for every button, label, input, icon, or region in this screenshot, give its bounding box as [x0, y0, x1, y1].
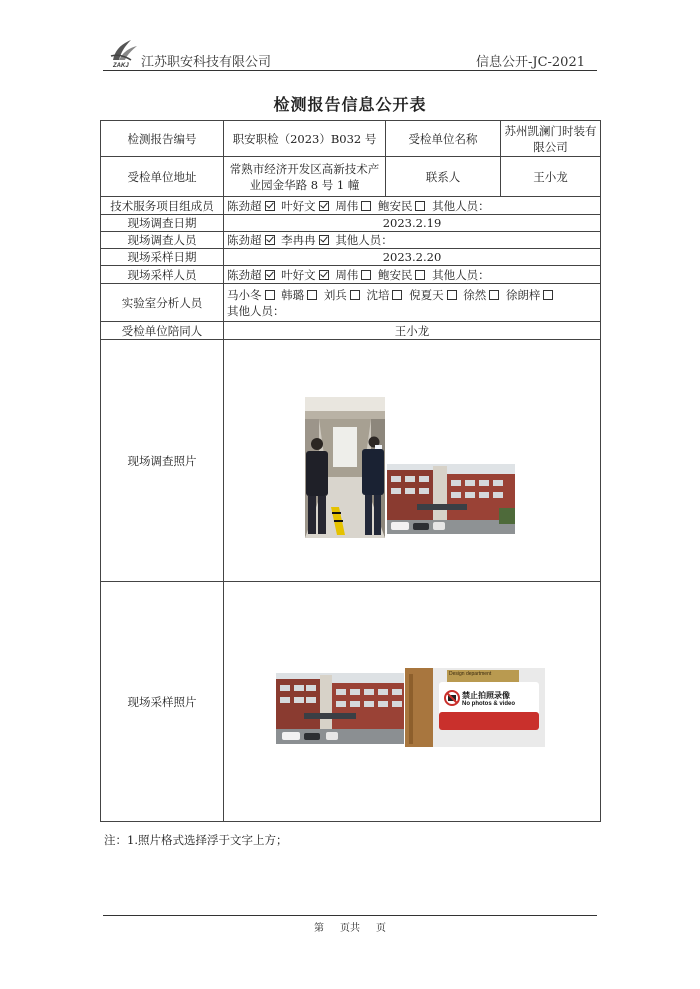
person-name: 徐然: [463, 287, 487, 302]
page-footer: [0, 919, 700, 934]
checkbox[interactable]: [319, 270, 329, 280]
sign-chinese-text: 禁止拍照录像: [462, 691, 510, 700]
person-name: 沈培: [366, 287, 390, 302]
checkbox[interactable]: [265, 290, 275, 300]
other-staff-label: 其他人员：: [227, 303, 285, 318]
survey-date-label: 现场调查日期: [101, 215, 224, 232]
company-logo-icon: [107, 34, 141, 68]
page-title: 检测报告信息公开表: [273, 95, 427, 114]
checkbox[interactable]: [415, 270, 425, 280]
checkbox[interactable]: [265, 270, 275, 280]
person-name: 陈劲超: [227, 233, 262, 247]
person-name: 叶好文: [281, 267, 316, 282]
sample-date-value: 2023.2.20: [224, 249, 601, 266]
sign-english-text: No photos & video: [462, 701, 515, 707]
person-name: 刘兵: [323, 287, 347, 302]
sample-date-label: 现场采样日期: [101, 249, 224, 266]
checkbox[interactable]: [489, 290, 499, 300]
document-code: 信息公开-JC-2021: [475, 55, 585, 70]
report-no-value: 职安职检（2023）B032 号: [224, 121, 386, 157]
checkbox[interactable]: [265, 201, 275, 211]
footer-total-label: 页共: [340, 923, 360, 934]
page-header: [103, 34, 597, 71]
survey-photo-building: [387, 464, 515, 534]
unit-name-value: 苏州凯澜门时装有限公司: [501, 121, 601, 157]
escort-label: 受检单位陪同人: [101, 322, 224, 340]
person-name: 周伟: [335, 198, 359, 213]
sign-plate-text: Design department: [449, 671, 492, 677]
survey-staff-label: 现场调查人员: [101, 232, 224, 249]
sample-staff-label: 现场采样人员: [101, 266, 224, 284]
sample-photo-building: [276, 673, 404, 744]
checkbox[interactable]: [319, 201, 329, 211]
person-name: 陈劲超: [227, 267, 262, 282]
address-label: 受检单位地址: [101, 157, 224, 197]
team-list: [224, 197, 601, 215]
checkbox[interactable]: [319, 235, 329, 245]
checkbox[interactable]: [265, 235, 275, 245]
other-staff-label: 其他人员：: [432, 267, 490, 282]
survey-staff-list: [224, 232, 601, 249]
person-name: 周伟: [335, 267, 359, 282]
contact-value: 王小龙: [501, 157, 601, 197]
lab-staff-list: [224, 284, 601, 322]
survey-photo-cell: [224, 340, 601, 582]
sample-photo-label: 现场采样照片: [101, 582, 224, 822]
checkbox[interactable]: [447, 290, 457, 300]
sample-photo-sign: [405, 668, 545, 747]
checkbox[interactable]: [350, 290, 360, 300]
person-name: 鲍安民: [377, 267, 413, 282]
person-name: 倪夏天: [409, 287, 444, 302]
person-name: 鲍安民: [377, 198, 413, 213]
checkbox[interactable]: [361, 270, 371, 280]
person-name: 韩璐: [281, 287, 305, 302]
footer-end-label: 页: [376, 923, 386, 934]
footer-page-label: 第: [314, 923, 324, 934]
escort-value: 王小龙: [224, 322, 601, 340]
other-staff-label: 其他人员：: [335, 233, 393, 247]
survey-date-value: 2023.2.19: [224, 215, 601, 232]
checkbox[interactable]: [415, 201, 425, 211]
person-name: 叶好文: [281, 198, 316, 213]
contact-label: 联系人: [386, 157, 501, 197]
other-staff-label: 其他人员：: [432, 198, 490, 213]
checkbox[interactable]: [392, 290, 402, 300]
checkbox[interactable]: [543, 290, 553, 300]
survey-photo-corridor: [305, 397, 385, 538]
footer-divider: [103, 915, 597, 916]
unit-name-label: 受检单位名称: [386, 121, 501, 157]
checkbox[interactable]: [307, 290, 317, 300]
team-label: 技术服务项目组成员: [101, 197, 224, 215]
lab-staff-label: 实验室分析人员: [101, 284, 224, 322]
address-value: 常熟市经济开发区高新技术产业园金华路 8 号 1 幢: [224, 157, 386, 197]
sample-staff-list: [224, 266, 601, 284]
person-name: 李冉冉: [281, 233, 316, 247]
person-name: 马小冬: [227, 287, 262, 302]
person-name: 陈劲超: [227, 198, 262, 213]
report-no-label: 检测报告编号: [101, 121, 224, 157]
svg-text:ZAKJ: ZAKJ: [113, 63, 129, 68]
person-name: 徐朗梓: [505, 287, 541, 302]
checkbox[interactable]: [361, 201, 371, 211]
survey-photo-label: 现场调查照片: [101, 340, 224, 582]
footnote: 注：1.照片格式选择浮于文字上方；: [104, 833, 288, 847]
company-name: 江苏职安科技有限公司: [141, 55, 272, 70]
